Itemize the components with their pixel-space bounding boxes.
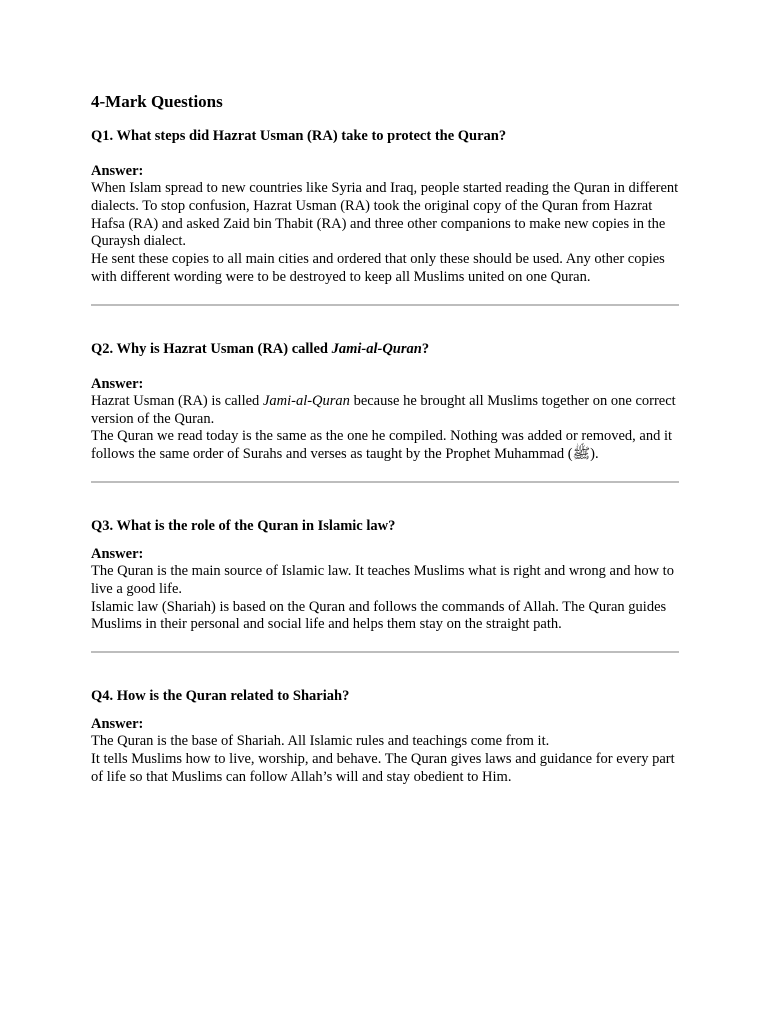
- question-2-prefix: Q2. Why is Hazrat Usman (RA) called: [91, 340, 332, 357]
- answer-1-label: Answer:: [91, 163, 144, 179]
- answer-2-title-italic: Jami-al-Quran: [262, 392, 350, 409]
- document-page: [91, 90, 679, 787]
- question-2-title-italic: Jami-al-Quran: [331, 340, 422, 357]
- answer-4-paragraph-2: It tells Muslims how to live, worship, and behave. The Quran gives laws and guidance for every part of life so that Muslims can follow Allah’s will and stay obedient to Him.: [91, 750, 675, 785]
- answer-2-paragraph-2: The Quran we read today is the same as the one he compiled. Nothing was added or removed, and it follows the same order of Surahs and verses as taught by the Prophet Muhammad (ﷺ).: [91, 428, 673, 463]
- question-1-title: Q1. What steps did Hazrat Usman (RA) take to protect the Quran?: [91, 128, 507, 144]
- answer-2-prefix: Hazrat Usman (RA) is called: [91, 392, 263, 409]
- question-3-title: Q3. What is the role of the Quran in Islamic law?: [91, 517, 396, 534]
- question-4-title: Q4. How is the Quran related to Shariah?: [91, 688, 350, 705]
- question-block-4: [91, 687, 679, 786]
- answer-2-suffix: because he brought all Muslims together on one correct version of the Quran.: [91, 392, 676, 427]
- question-block-2: [91, 340, 679, 464]
- answer-2-label: Answer:: [91, 375, 144, 392]
- answer-4-label: Answer:: [91, 716, 144, 733]
- answer-3-paragraph-1: The Quran is the main source of Islamic law. It teaches Muslims what is right and wrong and how to live a good life.: [91, 562, 674, 597]
- answer-4-paragraph-1: The Quran is the base of Shariah. All Islamic rules and teachings come from it.: [91, 733, 550, 750]
- question-block-1: [91, 127, 679, 287]
- section-heading: 4-Mark Questions: [91, 92, 223, 111]
- answer-1-paragraph-1: When Islam spread to new countries like Syria and Iraq, people started reading the Quran in different dialects. To stop confusion, Hazrat Usman (RA) took the original copy of the Quran from Hazrat Hafsa (RA) and asked Zaid bin Thabit (RA) and three other companions to make new copies in the Quraysh dialect.: [91, 180, 679, 250]
- question-2-suffix: ?: [421, 340, 430, 357]
- question-2-title: [91, 340, 679, 358]
- answer-3-paragraph-2: Islamic law (Shariah) is based on the Quran and follows the commands of Allah. The Quran guides Muslims in their personal and social life and helps them stay on the straight path.: [91, 598, 667, 633]
- answer-1-paragraph-2: He sent these copies to all main cities and ordered that only these should be used. Any other copies with different wording were to be destroyed to keep all Muslims united on one Quran.: [91, 251, 665, 285]
- answer-3-label: Answer:: [91, 545, 144, 562]
- question-block-3: [91, 517, 679, 634]
- answer-2-paragraph-1: [91, 393, 679, 429]
